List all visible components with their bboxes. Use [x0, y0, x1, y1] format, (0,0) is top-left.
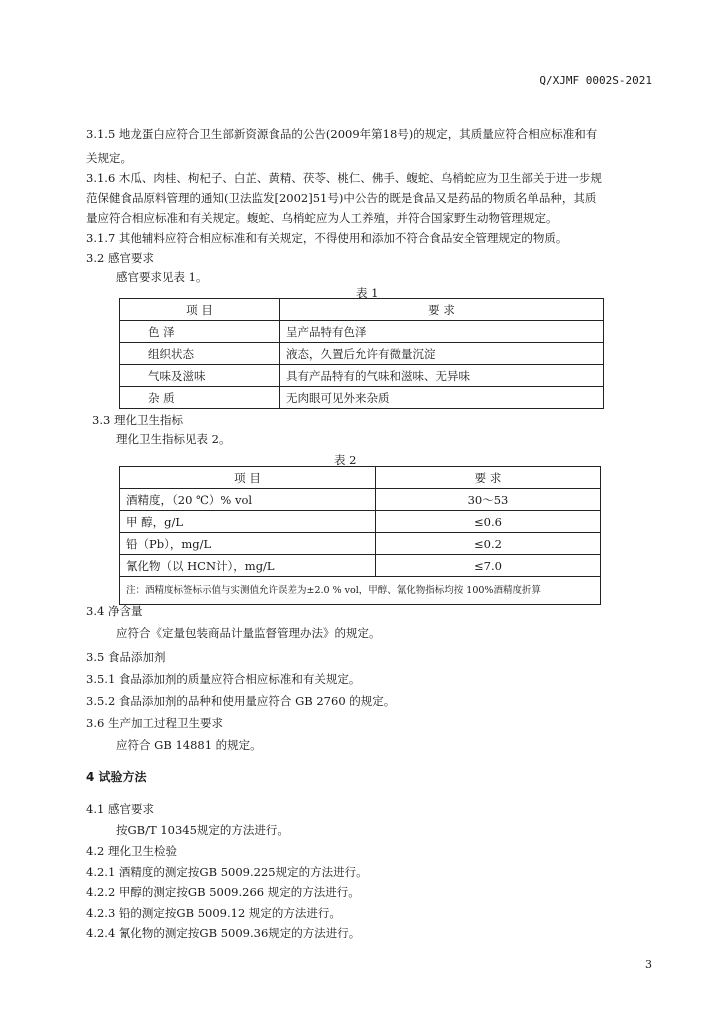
sensory-table — [119, 298, 604, 409]
table-cell: 甲 醇，g/L — [120, 511, 376, 533]
table-cell: 气味及滋味 — [120, 365, 280, 387]
table-cell: 酒精度，（20 ℃）% vol — [120, 489, 376, 511]
table-header-cell: 项 目 — [120, 299, 280, 321]
clause-3-5-1: 3.5.1 食品添加剂的质量应符合相应标准和有关规定。 — [86, 672, 361, 686]
clause-4-2-1: 4.2.1 酒精度的测定按GB 5009.225规定的方法进行。 — [86, 865, 368, 879]
table-cell: 杂 质 — [120, 387, 280, 409]
section-4-1-heading: 4.1 感官要求 — [86, 802, 154, 816]
table-header-row — [120, 299, 604, 321]
section-3-6-text: 应符合 GB 14881 的规定。 — [116, 738, 262, 752]
clause-3-1-6: 3.1.6 木瓜、肉桂、枸杞子、白芷、黄精、茯苓、桃仁、佛手、蝮蛇、乌梢蛇应为卫生部关于进一步规 — [86, 171, 602, 185]
table-header-row — [120, 467, 601, 489]
table-cell: 铅（Pb），mg/L — [120, 533, 376, 555]
physicochemical-table — [119, 466, 601, 605]
section-3-3-heading: 3.3 理化卫生指标 — [92, 413, 183, 427]
section-3-5-heading: 3.5 食品添加剂 — [86, 650, 166, 664]
section-4-2-heading: 4.2 理化卫生检验 — [86, 844, 177, 858]
table-cell: 色 泽 — [120, 321, 280, 343]
table-row — [120, 365, 604, 387]
table-note-row — [120, 577, 601, 605]
table-header-cell: 要 求 — [376, 467, 601, 489]
table-note: 注：酒精度标签标示值与实测值允许误差为±2.0 % vol，甲醇、氰化物指标均按 100%酒精度折算 — [120, 577, 601, 605]
clause-3-5-2: 3.5.2 食品添加剂的品种和使用量应符合 GB 2760 的规定。 — [86, 694, 396, 708]
table-cell: 具有产品特有的气味和滋味、无异味 — [280, 365, 604, 387]
table-cell: ≤0.2 — [376, 533, 601, 555]
table-header-cell: 要 求 — [280, 299, 604, 321]
section-3-3-text: 理化卫生指标见表 2。 — [116, 432, 231, 446]
clause-3-1-6-cont2: 量应符合相应标准和有关规定。蝮蛇、乌梢蛇应为人工养殖，并符合国家野生动物管理规定。 — [86, 211, 558, 225]
section-3-2-heading: 3.2 感官要求 — [86, 251, 154, 265]
table-cell: 无肉眼可见外来杂质 — [280, 387, 604, 409]
table-cell: 呈产品特有色泽 — [280, 321, 604, 343]
clause-3-1-5-cont: 关规定。 — [86, 151, 132, 165]
clause-3-1-7: 3.1.7 其他辅料应符合相应标准和有关规定，不得使用和添加不符合食品安全管理规定的物质。 — [86, 231, 568, 245]
clause-4-2-4: 4.2.4 氰化物的测定按GB 5009.36规定的方法进行。 — [86, 926, 361, 940]
section-3-4-text: 应符合《定量包装商品计量监督管理办法》的规定。 — [116, 626, 381, 640]
table-row — [120, 387, 604, 409]
section-3-4-heading: 3.4 净含量 — [86, 604, 143, 618]
table-cell: ≤7.0 — [376, 555, 601, 577]
section-4-1-text: 按GB/T 10345规定的方法进行。 — [116, 823, 289, 837]
clause-3-1-6-cont1: 范保健食品原料管理的通知(卫法监发[2002]51号)中公告的既是食品又是药品的物质名单品种，其质 — [86, 191, 597, 205]
page-number: 3 — [645, 958, 652, 971]
table-cell: 液态，久置后允许有微量沉淀 — [280, 343, 604, 365]
table-row — [120, 321, 604, 343]
table-row — [120, 343, 604, 365]
table-row — [120, 533, 601, 555]
table1-caption: 表 1 — [356, 286, 379, 300]
section-3-2-text: 感官要求见表 1。 — [116, 270, 208, 284]
table-cell: 30～53 — [376, 489, 601, 511]
table-cell: 组织状态 — [120, 343, 280, 365]
table-row — [120, 489, 601, 511]
section-3-6-heading: 3.6 生产加工过程卫生要求 — [86, 716, 223, 730]
table-row — [120, 511, 601, 533]
clause-3-1-5: 3.1.5 地龙蛋白应符合卫生部新资源食品的公告(2009年第18号)的规定，其质量应符合相应标准和有 — [86, 127, 598, 141]
table-row — [120, 555, 601, 577]
section-4-heading: 4 试验方法 — [86, 770, 147, 784]
table-cell: ≤0.6 — [376, 511, 601, 533]
table-header-cell: 项 目 — [120, 467, 376, 489]
document-code: Q/XJMF 0002S-2021 — [539, 74, 652, 87]
clause-4-2-2: 4.2.2 甲醇的测定按GB 5009.266 规定的方法进行。 — [86, 885, 360, 899]
clause-4-2-3: 4.2.3 铅的测定按GB 5009.12 规定的方法进行。 — [86, 906, 341, 920]
table2-caption: 表 2 — [334, 453, 357, 467]
table-cell: 氰化物（以 HCN计），mg/L — [120, 555, 376, 577]
